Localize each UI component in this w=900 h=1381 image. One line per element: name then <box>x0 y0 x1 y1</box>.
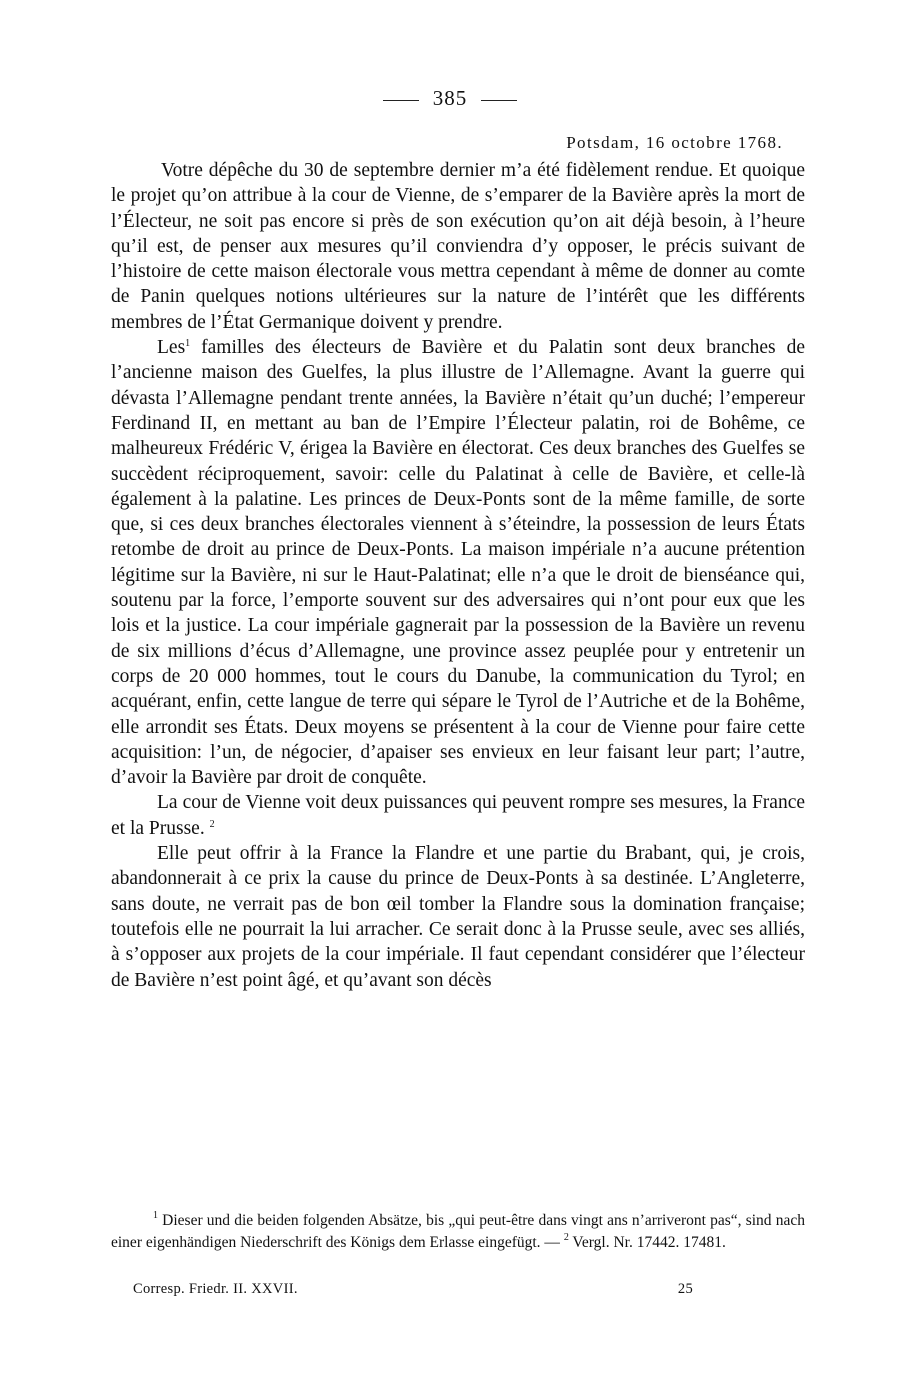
page-number-value: 385 <box>432 86 468 110</box>
footnotes <box>111 1210 805 1253</box>
footnote-2-text: Vergl. Nr. 17442. 17481. <box>568 1233 726 1251</box>
page-footer <box>133 1281 693 1298</box>
footnote-1-text: Dieser und die beiden folgenden Absätze, bis „qui peut-être dans vingt ans n’arriveront pas“, sind nach einer eigenhändigen Niederschrift des Königs dem Erlasse eingefügt. — <box>111 1212 805 1251</box>
paragraph-2 <box>111 335 805 790</box>
footnote-text <box>111 1210 805 1253</box>
page-number-right-rule <box>481 100 517 101</box>
dateline: Potsdam, 16 octobre 1768. <box>566 133 783 152</box>
signature-mark: 25 <box>677 1281 693 1297</box>
paragraph-2-text: familles des électeurs de Bavière et du Palatin sont deux branches de l’ancienne maison des Guelfes, la plus illustre de l’Allemagne. Avant la guerre qui dévasta l’Allemagne pendant trente années, la Bavière n’était qu’un duché; l’empereur Ferdinand II, en mettant au ban de l’Empire l’Électeur palatin, roi de Bohême, ce malheureux Frédéric V, érigea la Bavière en électorat. Ces deux branches des Guelfes se succèdent réciproquement, savoir: celle du Palatinat à celle de Bavière, et celle-là également à la palatine. Les princes de Deux-Ponts sont de la même famille, de sorte que, si ces deux branches électorales viennent à s’éteindre, la possession de leurs États retombe de droit au prince de Deux-Ponts. La maison impériale n’a aucune prétention légitime sur la Bavière, ni sur le Haut-Palatinat; elle n’a que le droit de bienséance qui, soutenu par la force, l’emporte souvent sur des adversaires qui n’ont pour eux que les lois et la justice. La cour impériale gagnerait par la possession de la Bavière un revenu de six millions d’écus d’Allemagne, une province assez peuplée pour y entretenir un corps de 20 000 hommes, tout le cours du Danube, la communication du Tyrol; en acquérant, enfin, cette langue de terre qui sépare le Tyrol de l’Autriche et de la Bohême, elle arrondit ses États. Deux moyens se présentent à la cour de Vienne pour faire cette acquisition: l’un, de négocier, d’apaiser ses envieux en leur faisant leur part; l’autre, d’avoir la Bavière par droit de conquête. <box>111 337 805 789</box>
paragraph-4: Elle peut offrir à la France la Flandre et une partie du Brabant, qui, je crois, abandonnerait à ce prix la cause du prince de Deux-Ponts à sa destinée. L’Angleterre, sans doute, ne verrait pas de bon œil tomber la Flandre sous la domination française; toutefois elle ne pourrait la lui arracher. Ce serait donc à la Prusse seule, avec ses alliés, à s’opposer aux projets de la cour impériale. Il faut cependant considérer que l’électeur de Bavière n’est point âgé, et qu’avant son décès <box>111 843 805 991</box>
footnote-ref-1: 1 <box>185 338 191 350</box>
paragraph-3 <box>111 790 805 841</box>
paragraph-1: Votre dépêche du 30 de septembre dernier m’a été fidèlement rendue. Et quoique le projet qu’on attribue à la cour de Vienne, de s’emparer de la Bavière après la mort de l’Électeur, ne soit pas encore si près de son exécution qu’on ait déjà besoin, à l’heure qu’il est, de penser aux mesures qu’il conviendra d’y opposer, le précis suivant de l’histoire de cette maison électorale vous mettra cependant à même de donner au comte de Panin quelques notions ultérieures sur la nature de l’intérêt que les différents membres de l’État Germanique doivent y prendre. <box>111 160 805 333</box>
page-number <box>0 86 900 111</box>
footnote-ref-2: 2 <box>209 818 215 830</box>
paragraph-3-text: La cour de Vienne voit deux puissances qui peuvent rompre ses mesures, la France et la Prusse. <box>111 792 805 839</box>
footnote-mark-1: 1 <box>153 1210 158 1221</box>
footnote-mark-2: 2 <box>563 1231 569 1243</box>
paragraph-2-start: Les <box>157 337 186 359</box>
page-number-left-rule <box>383 100 419 101</box>
source-line: Corresp. Friedr. II. XXVII. <box>133 1281 298 1297</box>
letter-body <box>111 158 805 993</box>
